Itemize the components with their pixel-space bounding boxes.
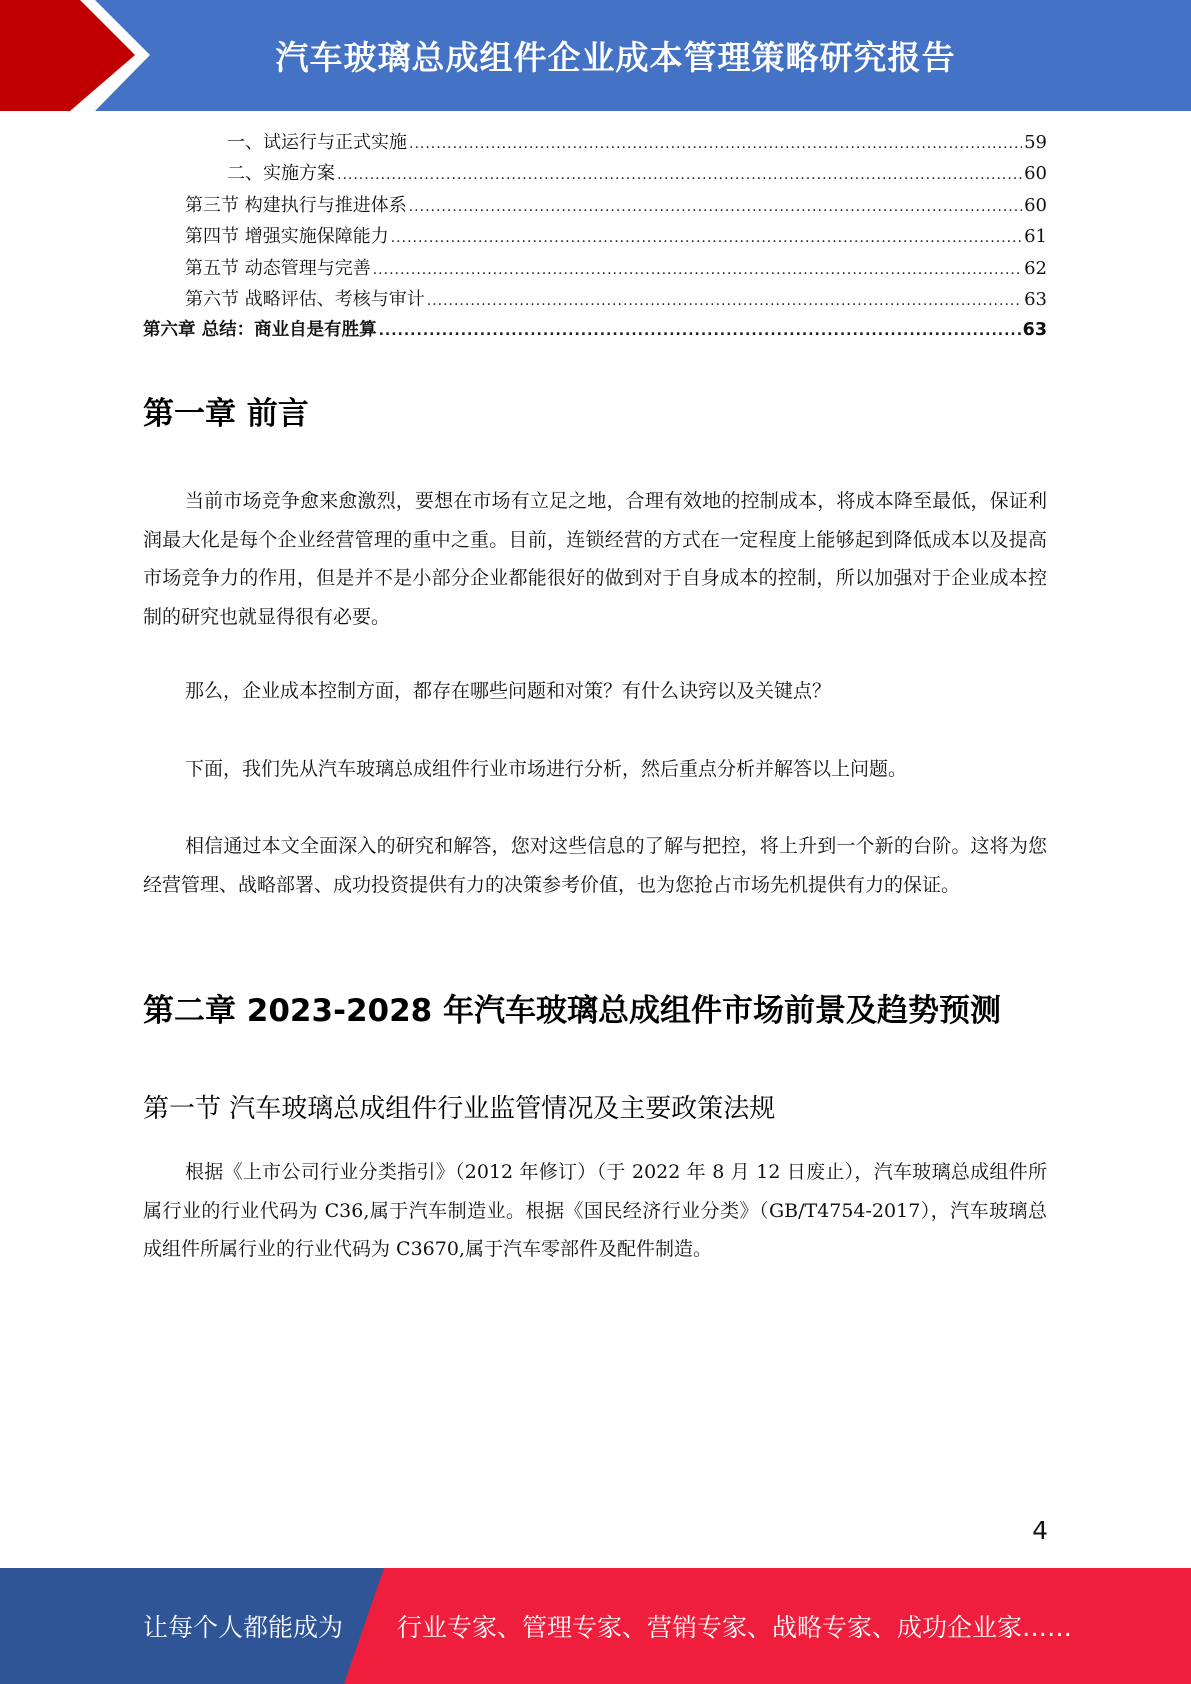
chapter-2-title: 第二章 2023-2028 年汽车玻璃总成组件市场前景及趋势预测: [143, 993, 1002, 1029]
chapter-1-body-2: [143, 672, 1047, 711]
chapter-1-body-4: [143, 827, 1047, 904]
paragraph: 根据《上市公司行业分类指引》（2012 年修订）（于 2022 年 8 月 12 日废止），汽车玻璃总成组件所属行业的行业代码为 C36,属于汽车制造业。根据《国民经济行业分类》（GB/T4754-2017），汽车玻璃总成组件所属行业的行业代码为 C3670,属于汽车零部件及配件制造。: [143, 1161, 1047, 1260]
table-of-contents: [143, 128, 1047, 348]
toc-item[interactable]: [143, 128, 1047, 159]
toc-item-page: 61: [1024, 226, 1047, 248]
footer-banner: [0, 1568, 1191, 1684]
toc-item-label: 第五节 动态管理与完善: [185, 257, 371, 279]
toc-item-chapter[interactable]: [143, 316, 1047, 347]
toc-leader-dots: [337, 167, 1022, 183]
toc-item-label: 第三节 构建执行与推进体系: [185, 194, 407, 216]
chapter-1: [143, 388, 1047, 433]
toc-leader-dots: [409, 136, 1022, 152]
chapter-2: [143, 985, 1047, 1030]
toc-item-page: 63: [1024, 288, 1047, 310]
toc-item-page: 63: [1022, 320, 1047, 341]
footer-slogan-right: 行业专家、管理专家、营销专家、战略专家、成功企业家……: [397, 1613, 1073, 1642]
footer-slogan-left: 让每个人都能成为: [143, 1613, 344, 1642]
report-title: 汽车玻璃总成组件企业成本管理策略研究报告: [275, 38, 956, 77]
toc-item[interactable]: [143, 285, 1047, 316]
toc-item[interactable]: [143, 254, 1047, 285]
toc-leader-dots: [409, 199, 1022, 215]
toc-leader-dots: [391, 230, 1022, 246]
toc-item-page: 62: [1024, 257, 1047, 279]
toc-item[interactable]: [143, 159, 1047, 190]
header-banner: [0, 0, 1191, 111]
paragraph: 相信通过本文全面深入的研究和解答，您对这些信息的了解与把控，将上升到一个新的台阶。这将为您经营管理、战略部署、成功投资提供有力的决策参考价值，也为您抢占市场先机提供有力的保证。: [143, 835, 1047, 896]
toc-item-page: 59: [1024, 132, 1047, 153]
chapter-1-body-3: [143, 750, 1047, 789]
toc-item-label: 二、实施方案: [227, 163, 335, 185]
toc-item-page: 60: [1024, 194, 1047, 216]
chapter-2-section-1: [143, 1088, 1047, 1125]
chapter-1-title: 第一章 前言: [143, 396, 309, 432]
toc-item-page: 60: [1024, 163, 1047, 185]
toc-leader-dots: [427, 293, 1022, 309]
paragraph: 那么，企业成本控制方面，都存在哪些问题和对策？有什么诀窍以及关键点？: [185, 680, 832, 702]
toc-item-label: 第六章 总结：商业自是有胜算: [143, 320, 377, 341]
chapter-2-section-1-body: [143, 1153, 1047, 1269]
toc-leader-dots: [379, 323, 1021, 339]
chapter-1-body: [143, 482, 1047, 636]
page-number: 4: [1032, 1516, 1048, 1545]
toc-item-label: 第六节 战略评估、考核与审计: [185, 288, 425, 310]
paragraph: 当前市场竞争愈来愈激烈，要想在市场有立足之地，合理有效地的控制成本，将成本降至最低，保证利润最大化是每个企业经营管理的重中之重。目前，连锁经营的方式在一定程度上能够起到降低成本以及提高市场竞争力的作用，但是并不是小部分企业都能很好的做到对于自身成本的控制，所以加强对于企业成本控制的研究也就显得很有必要。: [143, 490, 1047, 628]
toc-item[interactable]: [143, 191, 1047, 222]
paragraph: 下面，我们先从汽车玻璃总成组件行业市场进行分析，然后重点分析并解答以上问题。: [185, 758, 908, 780]
section-title: 第一节 汽车玻璃总成组件行业监管情况及主要政策法规: [143, 1094, 776, 1124]
toc-item-label: 第四节 增强实施保障能力: [185, 226, 389, 248]
toc-leader-dots: [373, 262, 1022, 278]
toc-item-label: 一、试运行与正式实施: [227, 132, 407, 153]
toc-item[interactable]: [143, 222, 1047, 253]
